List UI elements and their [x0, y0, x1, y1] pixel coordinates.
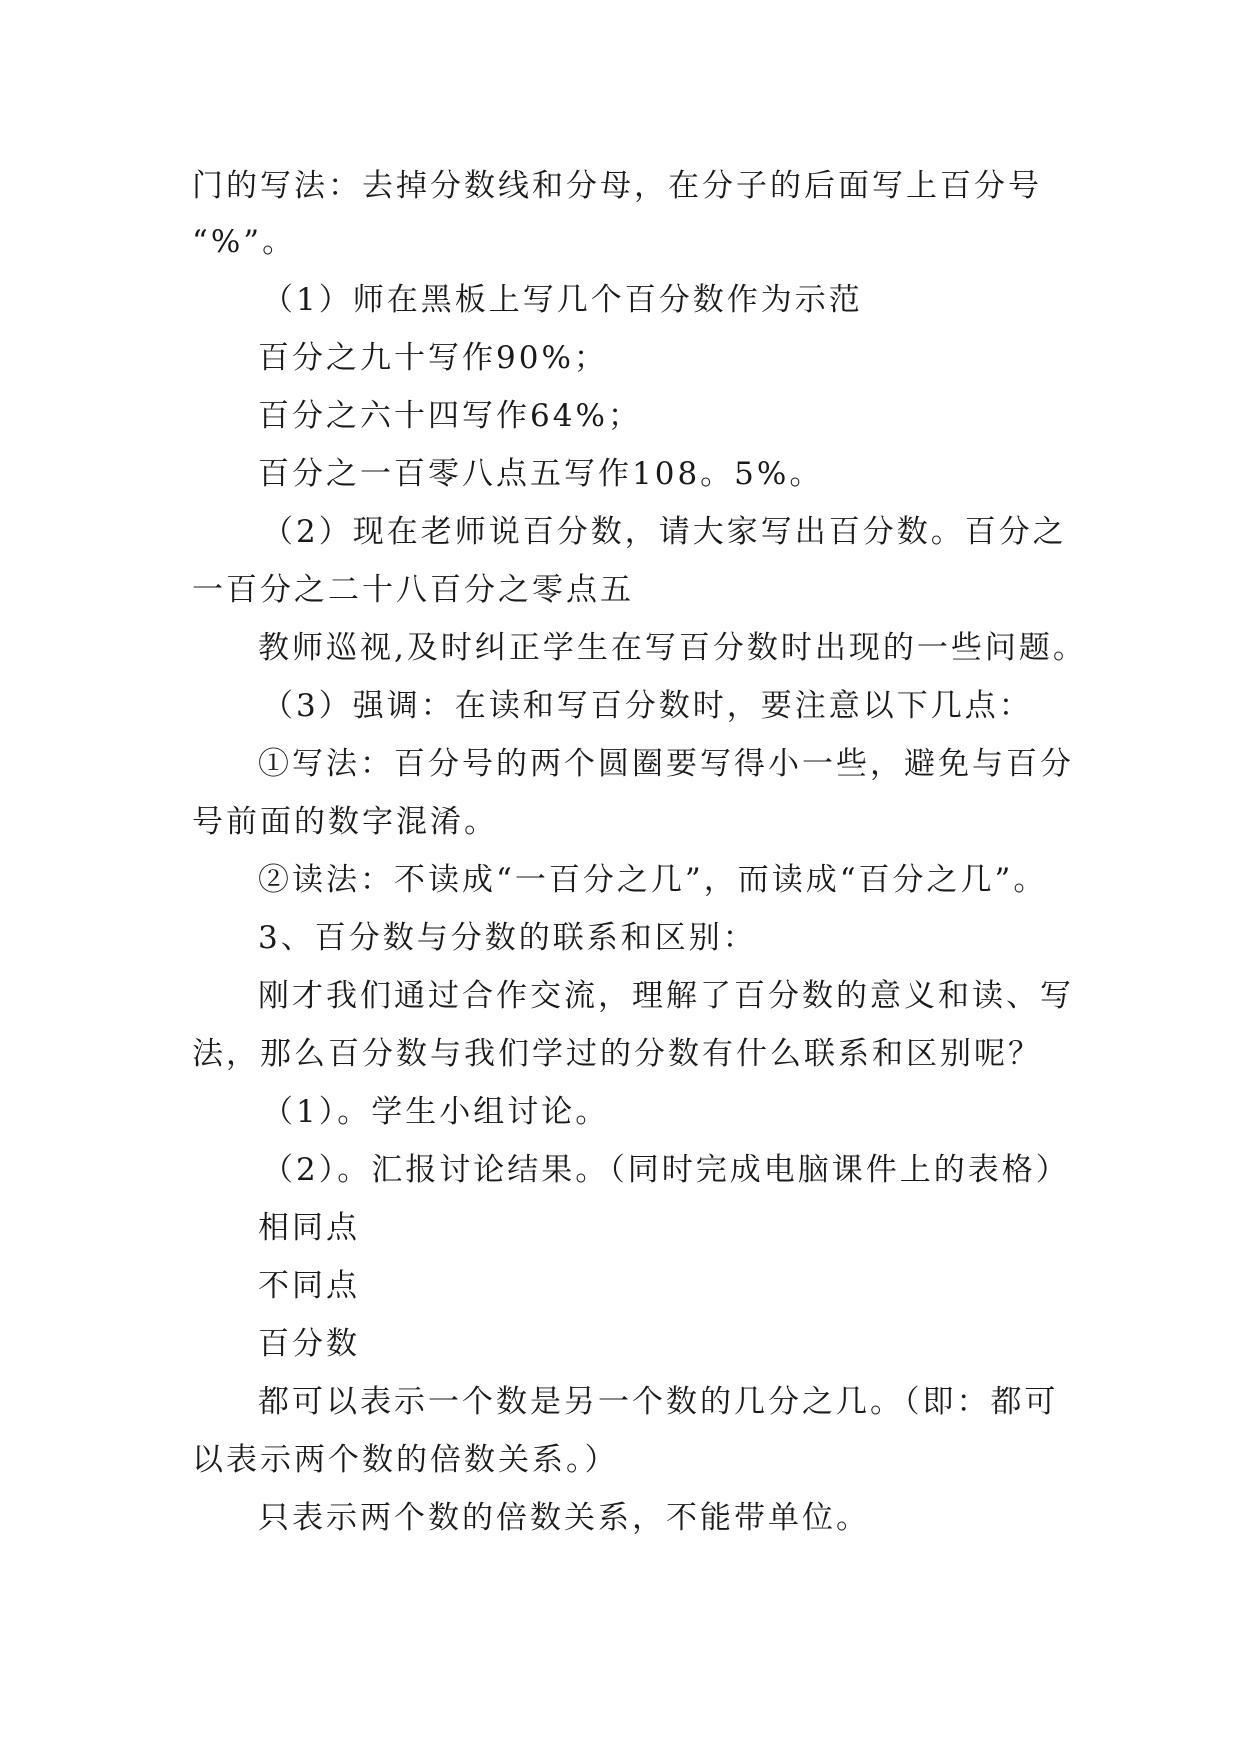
paragraph-line: 百分之九十写作90%；: [258, 340, 608, 376]
paragraph-line: 只表示两个数的倍数关系，不能带单位。: [258, 1500, 870, 1536]
paragraph-line: 以表示两个数的倍数关系。）: [192, 1442, 619, 1478]
section-heading: 3、百分数与分数的联系和区别：: [258, 920, 757, 956]
paragraph-line: 不同点: [258, 1268, 360, 1304]
paragraph-line: 都可以表示一个数是另一个数的几分之几。（即：都可: [258, 1384, 1059, 1420]
paragraph-line: （1）。学生小组讨论。: [262, 1094, 610, 1130]
paragraph-line: 刚才我们通过合作交流，理解了百分数的意义和读、写: [258, 978, 1074, 1014]
paragraph-line: （3）强调：在读和写百分数时，要注意以下几点：: [262, 688, 1033, 724]
paragraph-line: 百分之六十四写作64%；: [258, 398, 642, 434]
paragraph-line: 一百分之二十八百分之零点五: [192, 572, 634, 608]
paragraph-line: 法，那么百分数与我们学过的分数有什么联系和区别呢？: [192, 1036, 1042, 1072]
paragraph-line: （2）。汇报讨论结果。（同时完成电脑课件上的表格）: [262, 1152, 1070, 1188]
paragraph-line: （1）师在黑板上写几个百分数作为示范: [262, 282, 863, 318]
paragraph-line: 百分之一百零八点五写作108。5%。: [258, 456, 824, 492]
paragraph-line: ①写法：百分号的两个圆圈要写得小一些，避免与百分: [258, 746, 1074, 782]
paragraph-line: （2）现在老师说百分数，请大家写出百分数。百分之: [262, 514, 1067, 550]
paragraph-line: 相同点: [258, 1210, 360, 1246]
paragraph-line: 教师巡视,及时纠正学生在写百分数时出现的一些问题。: [258, 630, 1087, 666]
paragraph-line: 号前面的数字混淆。: [192, 804, 498, 840]
paragraph-line: “%”。: [192, 224, 297, 260]
paragraph-line: 百分数: [258, 1326, 360, 1362]
paragraph-line: ②读法：不读成“一百分之几”，而读成“百分之几”。: [258, 862, 1048, 898]
paragraph-line: 门的写法：去掉分数线和分母，在分子的后面写上百分号: [192, 168, 1042, 204]
